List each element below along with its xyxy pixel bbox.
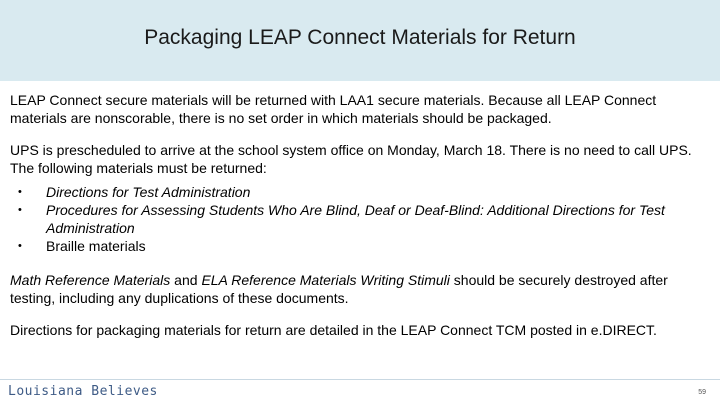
- slide-title: Packaging LEAP Connect Materials for Return: [144, 26, 576, 49]
- page-number: 59: [698, 389, 706, 396]
- bullet-icon: •: [18, 240, 22, 252]
- math-reference-text: Math Reference Materials: [10, 272, 171, 288]
- louisiana-believes-logo: Louisiana Believes: [8, 384, 158, 399]
- footer-divider: [0, 379, 720, 380]
- list-item-text: Directions for Test Administration: [46, 184, 251, 200]
- bullet-icon: •: [18, 204, 22, 216]
- list-item-text: Braille materials: [46, 238, 146, 254]
- bullet-icon: •: [18, 186, 22, 198]
- returned-materials-list: [10, 183, 710, 255]
- list-item: [10, 237, 710, 255]
- list-item-text: Procedures for Assessing Students Who Are Blind, Deaf or Deaf-Blind: Additional Directions for Test Administration: [46, 202, 665, 236]
- paragraph-ups-info: UPS is prescheduled to arrive at the school system office on Monday, March 18. There is no need to call UPS. The following materials must be returned:: [10, 142, 692, 176]
- ela-reference-text: ELA Reference Materials Writing Stimuli: [201, 272, 450, 288]
- destroy-instruction-text: should be securely destroyed after testing, including any duplications of these documents.: [10, 272, 668, 306]
- list-item: [10, 183, 710, 201]
- paragraph-directions-info: Directions for packaging materials for return are detailed in the LEAP Connect TCM posted in e.DIRECT.: [10, 322, 657, 338]
- connector-text: and: [170, 272, 202, 288]
- paragraph-destroy-info: [10, 271, 716, 307]
- list-item: [10, 201, 710, 237]
- paragraph-return-info: LEAP Connect secure materials will be returned with LAA1 secure materials. Because all LEAP Connect materials are nonscorable, there is no set order in which materials should be packaged.: [10, 92, 657, 126]
